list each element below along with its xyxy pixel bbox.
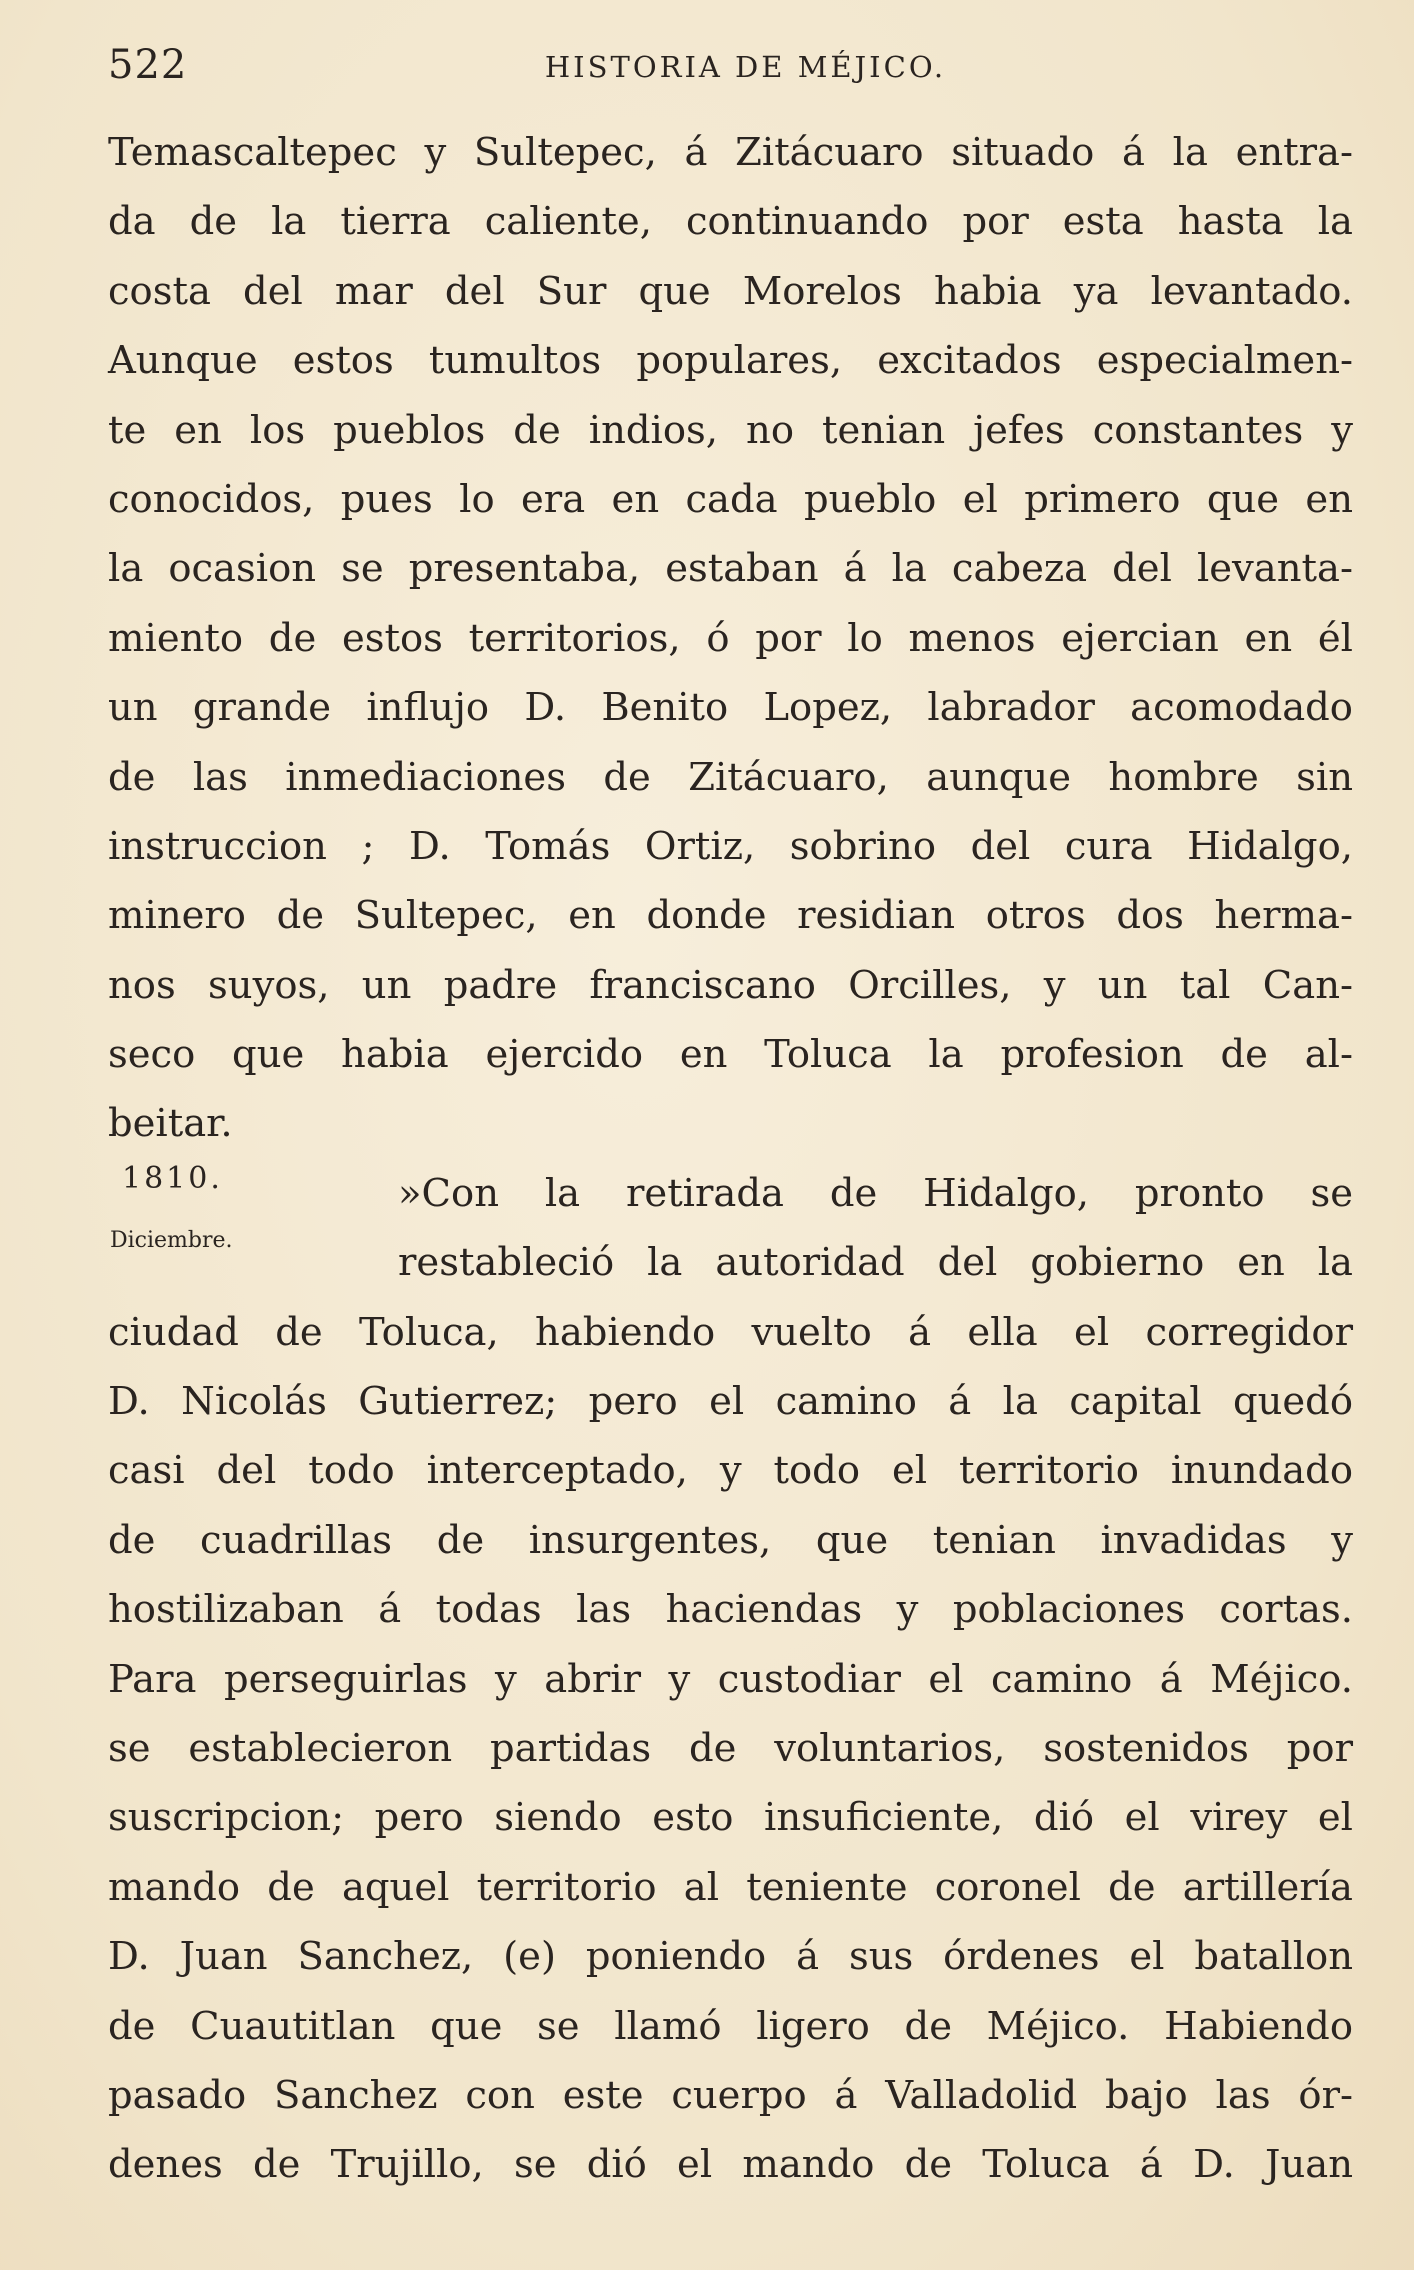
- text-line: Aunque estos tumultos populares, excitados especialmen-: [108, 338, 1353, 384]
- text-line: conocidos, pues lo era en cada pueblo el primero que en: [108, 476, 1353, 522]
- text-line: nos suyos, un padre franciscano Orcilles, y un tal Can-: [108, 962, 1353, 1008]
- text-line: de Cuautitlan que se llamó ligero de Méjico. Habiendo: [108, 2003, 1353, 2049]
- text-line: restableció la autoridad del gobierno en la: [398, 1240, 1353, 1286]
- text-line: seco que habia ejercido en Toluca la profesion de al-: [108, 1032, 1353, 1078]
- text-line: te en los pueblos de indios, no tenian jefes constantes y: [108, 407, 1353, 453]
- paragraph-2: [108, 1159, 1353, 2200]
- text-line: suscripcion; pero siendo esto insuficiente, dió el virey el: [108, 1795, 1353, 1841]
- text-line: pasado Sanchez con este cuerpo á Valladolid bajo las ór-: [108, 2072, 1353, 2118]
- text-line: minero de Sultepec, en donde residian otros dos herma-: [108, 893, 1353, 939]
- margin-note-year: 1810.: [122, 1161, 223, 1196]
- text-line: denes de Trujillo, se dió el mando de Toluca á D. Juan: [108, 2142, 1353, 2188]
- running-title: HISTORIA DE MÉJICO.: [544, 50, 947, 84]
- text-line: mando de aquel territorio al teniente coronel de artillería: [108, 1864, 1353, 1910]
- text-line: costa del mar del Sur que Morelos habia ya levantado.: [108, 268, 1353, 314]
- page-header: [108, 42, 1353, 102]
- text-line: D. Nicolás Gutierrez; pero el camino á la capital quedó: [108, 1379, 1353, 1425]
- body-text: [108, 118, 1353, 2200]
- text-line: »Con la retirada de Hidalgo, pronto se: [398, 1170, 1353, 1216]
- paragraph-1: [108, 118, 1353, 1159]
- text-line: un grande influjo D. Benito Lopez, labrador acomodado: [108, 685, 1353, 731]
- text-line: miento de estos territorios, ó por lo menos ejercian en él: [108, 615, 1353, 661]
- text-line: de las inmediaciones de Zitácuaro, aunque hombre sin: [108, 754, 1353, 800]
- text-line: instruccion ; D. Tomás Ortiz, sobrino del cura Hidalgo,: [108, 823, 1353, 869]
- margin-note-month: Diciembre.: [110, 1228, 233, 1253]
- page-number: 522: [108, 42, 188, 88]
- text-line: beitar.: [108, 1101, 233, 1147]
- text-line: D. Juan Sanchez, (e) poniendo á sus órdenes el batallon: [108, 1934, 1353, 1980]
- text-line: se establecieron partidas de voluntarios, sostenidos por: [108, 1725, 1353, 1771]
- text-line: Temascaltepec y Sultepec, á Zitácuaro situado á la entra-: [108, 130, 1353, 175]
- text-line: Para perseguirlas y abrir y custodiar el camino á Méjico.: [108, 1656, 1353, 1702]
- text-line: hostilizaban á todas las haciendas y poblaciones cortas.: [108, 1587, 1353, 1633]
- text-line: de cuadrillas de insurgentes, que tenian invadidas y: [108, 1517, 1353, 1563]
- text-line: da de la tierra caliente, continuando por esta hasta la: [108, 199, 1353, 245]
- text-line: ciudad de Toluca, habiendo vuelto á ella el corregidor: [108, 1309, 1353, 1355]
- text-line: casi del todo interceptado, y todo el territorio inundado: [108, 1448, 1353, 1494]
- text-line: la ocasion se presentaba, estaban á la cabeza del levanta-: [108, 546, 1353, 592]
